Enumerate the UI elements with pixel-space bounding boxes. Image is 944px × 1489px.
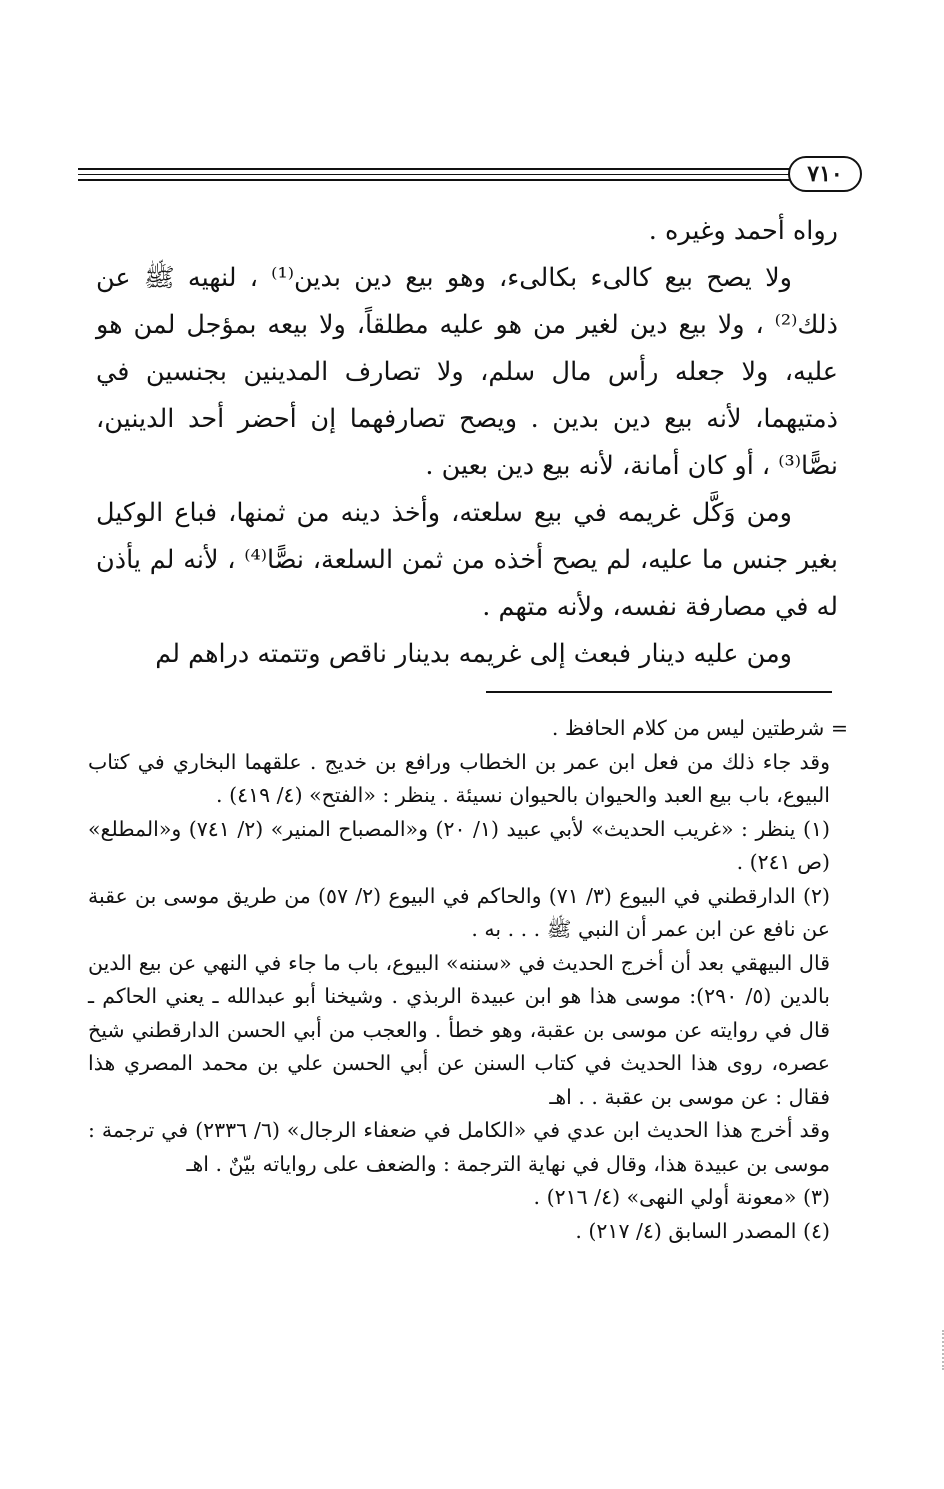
page-number: ٧١٠ (788, 156, 862, 192)
paragraph: رواه أحمد وغيره . (648, 216, 838, 246)
footnote-continuation: = شرطتين ليس من كلام الحافظ . (551, 716, 848, 740)
footnote-paragraph: وقد أخرج هذا الحديث ابن عدي في «الكامل في ضعفاء الرجال» (٦/ ٢٣٣٦) في ترجمة : موسى بن عبيدة هذا، وقال في نهاية الترجمة : والضعف على رواياته بيّنٌ . اهـ (88, 1118, 830, 1176)
footnote-paragraph: وقد جاء ذلك من فعل ابن عمر بن الخطاب ورافع بن خديج . علقهما البخاري في كتاب البيوع، باب بيع العبد والحيوان بالحيوان نسيئة . ينظر : «الفتح» (٤/ ٤١٩) . (88, 749, 830, 807)
footnote-2: (٢) الدارقطني في البيوع (٣/ ٧١) والحاكم في البيوع (٢/ ٥٧) من طريق موسى بن عقبة عن نافع عن ابن عمر أن النبي ﷺ . . . به . (88, 883, 830, 941)
scan-edge-mark (936, 1330, 944, 1370)
header-rule (78, 174, 802, 175)
paragraph: ومن عليه دينار فبعث إلى غريمه بدينار ناقص وتتمته دراهم لم (155, 639, 792, 669)
header-rule (78, 168, 802, 170)
paragraph: ولا يصح بيع كالىء بكالىء، وهو بيع دين بدين⁽¹⁾ ، لنهيه ﷺ عن ذلك⁽²⁾ ، ولا بيع دين لغير من هو عليه مطلقاً، ولا بيعه بمؤجل لمن هو عليه، ولا جعله رأس مال سلم، ولا تصارف المدينين بجنسين في ذمتيهما، لأنه بيع دين بدين . ويصح تصارفهما إن أحضر أحد الدينين، نصًّا⁽³⁾ ، أو كان أمانة، لأنه بيع دين بعين . (96, 263, 838, 481)
page-header (78, 150, 862, 196)
main-text (96, 208, 838, 678)
footnote-1: (١) ينظر : «غريب الحديث» لأبي عبيد (١/ ٢٠) و«المصباح المنير» (٢/ ٧٤١) و«المطلع» (ص ٢٤١) . (88, 816, 830, 874)
footnote-separator (486, 691, 832, 693)
footnotes (88, 712, 848, 1248)
header-rule (78, 179, 802, 181)
paragraph: ومن وَكَّل غريمه في بيع سلعته، وأخذ دينه من ثمنها، فباع الوكيل بغير جنس ما عليه، لم يصح أخذه من ثمن السلعة، نصًّا⁽⁴⁾ ، لأنه لم يأذن له في مصارفة نفسه، ولأنه متهم . (96, 498, 839, 622)
footnote-paragraph: قال البيهقي بعد أن أخرج الحديث في «سننه» البيوع، باب ما جاء في النهي عن بيع الدين بالدين (٥/ ٢٩٠): موسى هذا هو ابن عبيدة الربذي . وشيخنا أبو عبدالله ـ يعني الحاكم ـ قال في روايته عن موسى بن عقبة، وهو خطأ . والعجب من أبي الحسن الدارقطني شيخ عصره، روى هذا الحديث في كتاب السنن عن أبي الحسن علي بن محمد المصري هذا فقال : عن موسى بن عقبة . . اهـ (88, 950, 830, 1109)
footnote-4: (٤) المصدر السابق (٤/ ٢١٧) . (575, 1218, 830, 1243)
footnote-3: (٣) «معونة أولي النهى» (٤/ ٢١٦) . (533, 1185, 830, 1209)
